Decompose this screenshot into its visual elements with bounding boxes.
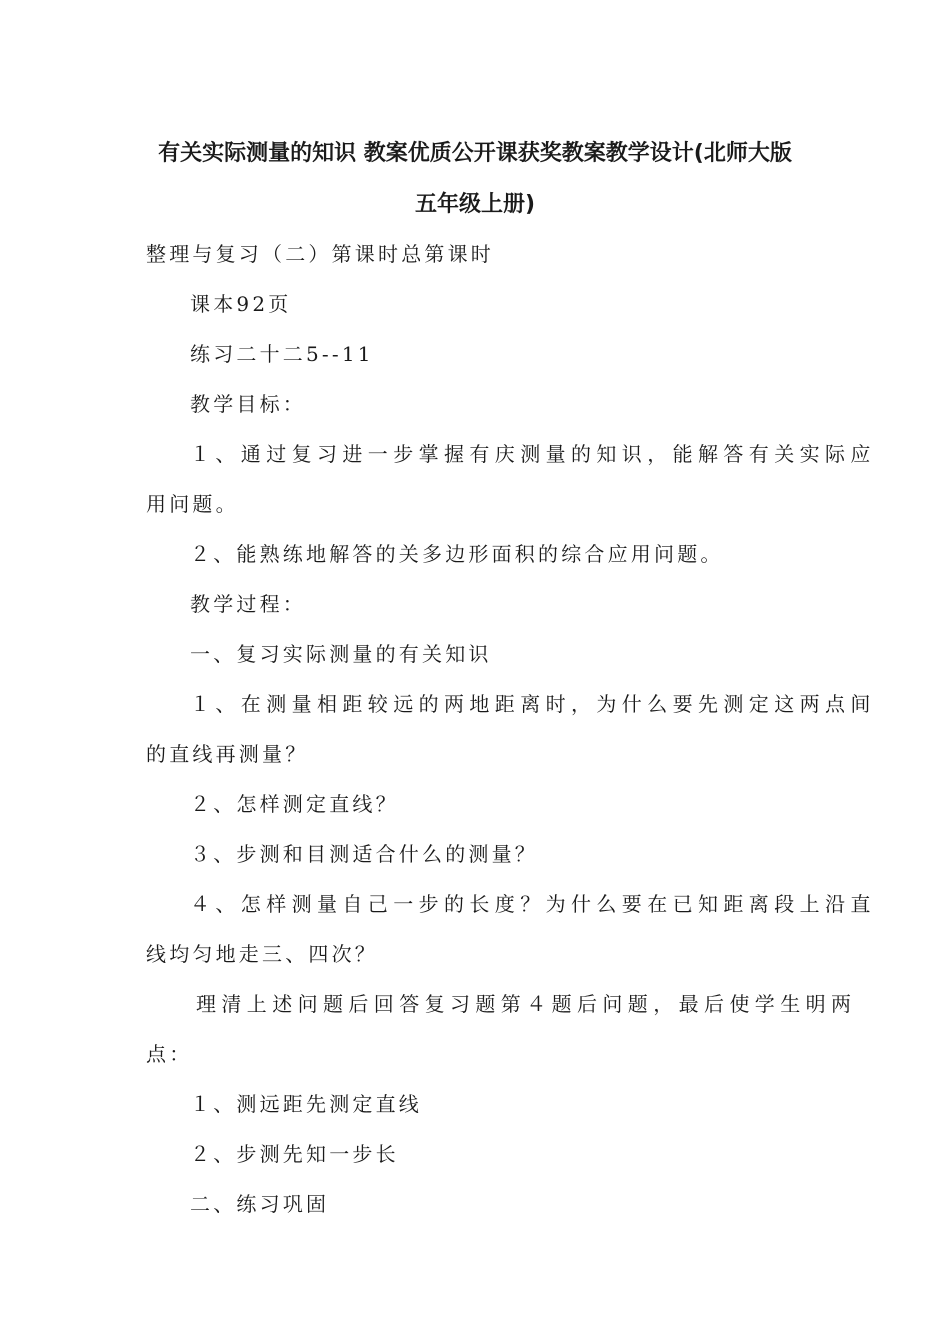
section-heading-process: 教学过程： <box>190 592 306 616</box>
part-2-heading: 二、练习巩固 <box>190 1192 330 1216</box>
section-heading-goals: 教学目标： <box>190 392 306 416</box>
point-2: ２、步测先知一步长 <box>190 1142 399 1166</box>
question-4-line-1: ４、怎样测量自己一步的长度？为什么要在已知距离段上沿直 <box>190 892 876 916</box>
document-title-line-2: 五年级上册) <box>414 192 536 217</box>
point-1: １、测远距先测定直线 <box>190 1092 422 1116</box>
part-1-heading: 一、复习实际测量的有关知识 <box>190 642 492 666</box>
goal-2: ２、能熟练地解答的关多边形面积的综合应用问题。 <box>190 542 724 566</box>
question-2: ２、怎样测定直线？ <box>190 792 399 816</box>
summary-line-1: 理清上述问题后回答复习题第４题后问题，最后使学生明两 <box>196 992 857 1016</box>
document-title-line-1: 有关实际测量的知识 教案优质公开课获奖教案教学设计(北师大版 <box>158 141 792 166</box>
lesson-header: 整理与复习（二）第课时总第课时 <box>146 242 494 266</box>
question-1-line-1: １、在测量相距较远的两地距离时，为什么要先测定这两点间 <box>190 692 876 716</box>
summary-line-2: 点： <box>146 1042 193 1066</box>
question-3: ３、步测和目测适合什么的测量？ <box>190 842 538 866</box>
goal-1-line-1: １、通过复习进一步掌握有庆测量的知识，能解答有关实际应 <box>190 442 876 466</box>
exercise-range: 练习二十二5--11 <box>190 342 374 366</box>
question-4-line-2: 线均匀地走三、四次？ <box>146 942 378 966</box>
question-1-line-2: 的直线再测量？ <box>146 742 309 766</box>
goal-1-line-2: 用问题。 <box>146 492 239 516</box>
textbook-page: 课本92页 <box>190 292 292 316</box>
